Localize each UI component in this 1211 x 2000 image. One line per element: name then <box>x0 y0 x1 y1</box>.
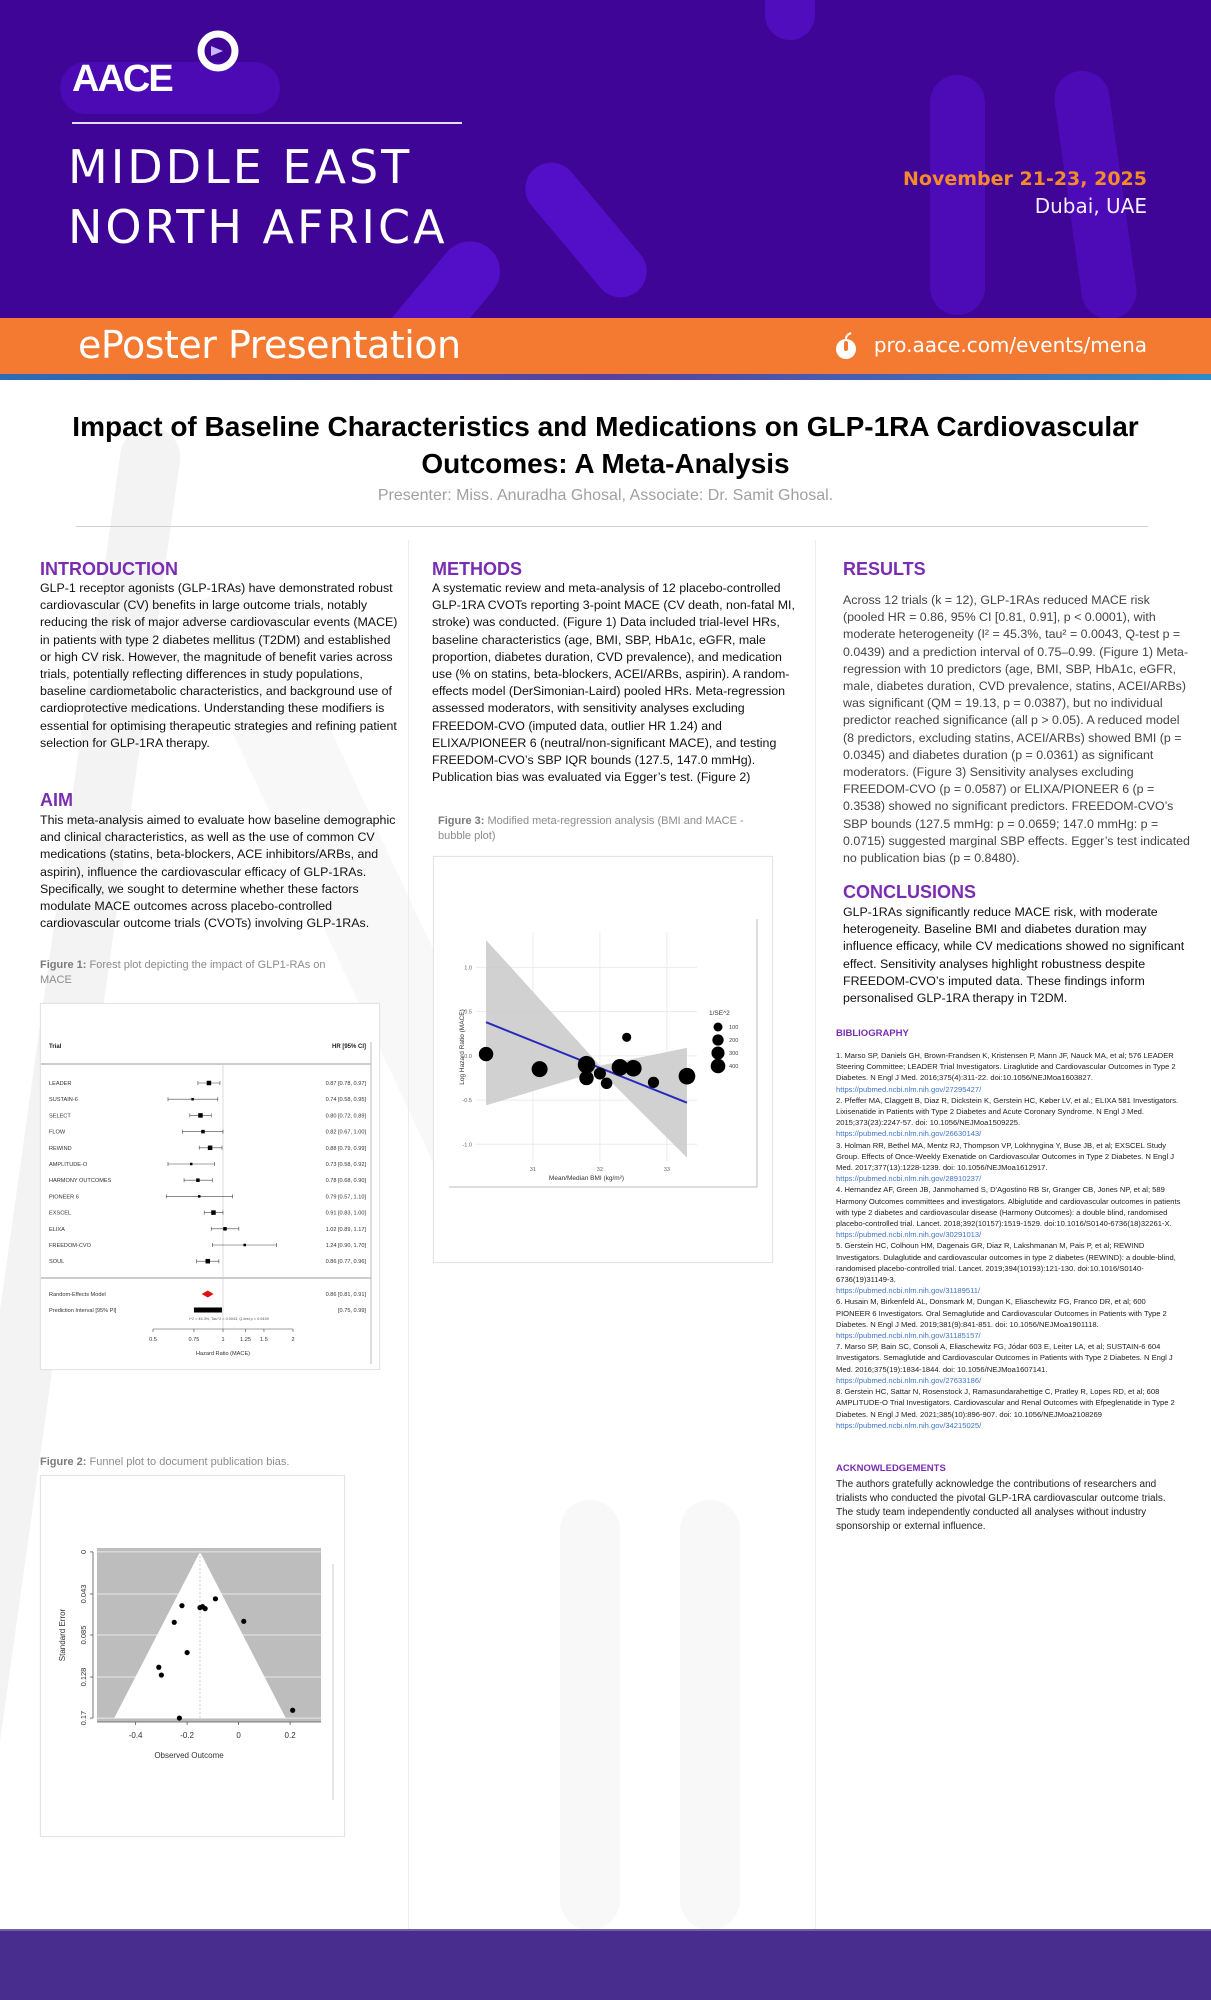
bibliography-entry: 1. Marso SP, Daniels GH, Brown-Frandsen K, Kristensen P, Mann JF, Nauck MA, et al; 576 LEADER Steering Committee; LEADER Trial Investigators. Liraglutide and Cardiovascular Outcomes in Type 2 Diabetes. N Engl J Med. 2016;375(4):311-22. doi:10.1056/NEJMoa1603827. <box>836 1051 1176 1083</box>
aace-logo-text: AACE <box>72 58 172 100</box>
bubble-y-tick-label: 0.5 <box>464 1009 472 1016</box>
aim-heading: AIM <box>40 790 73 810</box>
methods-text: A systematic review and meta-analysis of 12 placebo-controlled GLP-1RA CVOTs reporting 3-point MACE (CV death, non-fatal MI, stroke) was conducted. (Figure 1) Data included trial-level HRs, baseline characteristics (age, BMI, SBP, HbA1c, eGFR, male proportion, diabetes duration, CVD prevalence), and medication use (% on statins, beta-blockers, ACEI/ARBs, aspirin). A random-effects model (DerSimonian-Laird) pooled HRs. Meta-regression assessed moderators, with sensitivity analyses excluding FREEDOM-CVO (imputed data, outlier HR 1.24) and ELIXA/PIONEER 6 (neutral/non-significant MACE), and testing FREEDOM-CVO’s SBP IQR bounds (127.5, 147.0 mmHg). Publication bias was evaluated via Egger’s test. (Figure 2) <box>432 581 795 785</box>
region-line-1: MIDDLE EAST <box>68 140 413 194</box>
watermark-shape <box>680 1500 740 1930</box>
aace-logo-mark-icon <box>197 30 239 72</box>
funnel-point <box>241 1619 246 1624</box>
bubble-legend-key <box>711 1059 726 1074</box>
results-heading: RESULTS <box>843 559 926 579</box>
bubble-point <box>648 1077 659 1088</box>
funnel-point <box>159 1672 164 1677</box>
bubble-x-tick-label: 33 <box>663 1167 670 1173</box>
decorative-shape <box>515 152 658 308</box>
funnel-point <box>185 1650 190 1655</box>
forest-point <box>196 1178 200 1182</box>
forest-pi-name: Prediction Interval [95% PI] <box>49 1308 117 1314</box>
forest-x-tick-label: 0.5 <box>149 1337 157 1343</box>
bubble-x-label: Mean/Median BMI (kg/m²) <box>548 1175 625 1182</box>
bubble-point <box>601 1078 613 1090</box>
funnel-y-tick-label: 0.17 <box>79 1710 88 1726</box>
forest-point <box>211 1210 216 1215</box>
bubble-point <box>622 1033 631 1042</box>
bibliography-entry: 8. Gerstein HC, Sattar N, Rosenstock J, Ramasundarahettige C, Pratley R, Lopes RD, et al; 608 AMPLITUDE-O Trial Investigators. Cardiovascular and Renal Outcomes with Efpeglenatide in Type 2 Diabetes. N Engl J Med. 2021;385(10):896-907. doi: 10.1056/NEJMoa2108269 <box>836 1387 1175 1419</box>
aace-logo <box>72 30 252 102</box>
bibliography-link[interactable]: https://pubmed.ncbi.nlm.nih.gov/27295427/ <box>836 1084 982 1094</box>
bubble-legend-label: 100 <box>729 1025 739 1031</box>
bibliography-link[interactable]: https://pubmed.ncbi.nlm.nih.gov/31189511/ <box>836 1286 981 1296</box>
bubble-x-tick-label: 32 <box>596 1167 604 1173</box>
bubble-legend-label: 400 <box>729 1064 739 1070</box>
title-divider <box>76 526 1148 527</box>
forest-trial-label: SUSTAIN-6 <box>49 1097 78 1104</box>
forest-point <box>243 1244 246 1247</box>
funnel-y-tick-label: 0.043 <box>79 1584 88 1604</box>
forest-col-trial: Trial <box>49 1044 62 1050</box>
forest-hr-label: 0.79 [0.57, 1.10] <box>325 1194 366 1201</box>
methods-heading: METHODS <box>432 559 522 579</box>
funnel-point <box>177 1715 182 1720</box>
forest-point <box>191 1098 194 1101</box>
figure-1-forest-plot <box>40 1003 380 1370</box>
bibliography-entry: 3. Holman RR, Bethel MA, Mentz RJ, Thompson VP, Lokhnygina Y, Buse JB, et al; EXSCEL Study Group. Effects of Once-Weekly Exenatide on Cardiovascular Outcomes in Type 2 Diabetes. N Engl J Med. 2017;377(13):1228-1239. doi: 10.1056/NEJMoa1612917. <box>836 1140 1175 1173</box>
forest-point <box>190 1163 193 1166</box>
funnel-x-tick-label: 0.2 <box>284 1731 296 1740</box>
forest-trial-label: SOUL <box>49 1259 65 1266</box>
figure-3-caption-text: Modified meta-regression analysis (BMI and MACE - bubble plot) <box>438 815 744 842</box>
figure-2-caption-text: Funnel plot to document publication bias. <box>86 1456 290 1468</box>
forest-hr-label: 0.86 [0.77, 0.96] <box>325 1259 366 1266</box>
event-city: Dubai, UAE <box>1034 194 1147 218</box>
bubble-legend-label: 300 <box>729 1051 739 1057</box>
bibliography-heading: BIBLIOGRAPHY <box>836 1028 909 1039</box>
forest-hr-label: 1.24 [0.90, 1.70] <box>325 1243 366 1249</box>
results-text: Across 12 trials (k = 12), GLP-1RAs reduced MACE risk (pooled HR = 0.86, 95% CI [0.81, 0.91], p < 0.0001), with moderate heterogeneity (I² = 45.3%, tau² = 0.0043, Q-test p = 0.0439) and a prediction interval of 0.75–0.99. (Figure 1) Meta-regression with 10 predictors (age, BMI, SBP, HbA1c, eGFR, male, diabetes duration, CVD prevalence, statins, ACEI/ARBs) was significant (QM = 19.13, p = 0.0387), but no individual predictor reached significance (all p > 0.05). A reduced model (8 predictors, excluding statins, ACEI/ARBs) showed BMI (p = 0.0345) and diabetes duration (p = 0.0361) as significant moderators. (Figure 3) Sensitivity analyses excluding FREEDOM-CVO (p = 0.0587) or ELIXA/PIONEER 6 (p = 0.3538) showed no significant predictors. FREEDOM-CVO’s SBP bounds (127.5 mmHg: p = 0.0659; 147.0 mmHg: p = 0.0715) suggested marginal SBP effects. Egger’s test indicated no publication bias (p = 0.8480). <box>843 593 1190 866</box>
bubble-point <box>679 1068 696 1085</box>
forest-trial-label: LEADER <box>49 1081 72 1087</box>
forest-hr-label: 0.91 [0.83, 1.00] <box>325 1210 366 1217</box>
banner-title: ePoster Presentation <box>78 323 461 367</box>
funnel-x-tick-label: 0 <box>236 1731 241 1740</box>
forest-col-hr: HR [95% CI] <box>331 1044 366 1050</box>
bubble-x-tick-label: 31 <box>529 1167 537 1173</box>
forest-point <box>206 1259 211 1264</box>
conclusions-heading: CONCLUSIONS <box>843 882 977 902</box>
bubble-point <box>532 1061 548 1077</box>
introduction-heading: INTRODUCTION <box>40 559 178 579</box>
forest-trial-label: ELIXA <box>49 1226 65 1233</box>
forest-hr-label: 0.87 [0.78, 0.97] <box>325 1081 366 1087</box>
figure-1-caption-text: Forest plot depicting the impact of GLP1-RAs on MACE <box>40 959 326 986</box>
bubble-y-tick-label: -1.0 <box>462 1142 472 1149</box>
bibliography-link[interactable]: https://pubmed.ncbi.nlm.nih.gov/30291013/ <box>836 1230 982 1240</box>
event-url-link[interactable]: pro.aace.com/events/mena <box>873 333 1147 357</box>
forest-pi-label: [0.75, 0.99] <box>338 1308 366 1314</box>
forest-trial-label: EXSCEL <box>49 1210 72 1217</box>
decorative-shape <box>1051 67 1140 318</box>
forest-trial-label: FREEDOM-CVO <box>49 1243 91 1249</box>
watermark-shape <box>560 1500 620 1930</box>
bibliography-link[interactable]: https://pubmed.ncbi.nlm.nih.gov/34215025/ <box>836 1420 982 1430</box>
forest-x-tick-label: 1.5 <box>260 1337 268 1343</box>
bubble-y-label: Log Hazard Ratio (MACE) <box>459 1009 466 1085</box>
bibliography-entry: 2. Pfeffer MA, Claggett B, Diaz R, Dickstein K, Gerstein HC, Køber LV, et al.; ELIXA 581 Investigators. Lixisenatide in Patients with Type 2 Diabetes and Acute Coronary Syndrome. N Engl J Med. 2015;373(23):2247-57. doi: 10.1056/NEJMoa1509225. <box>836 1095 1179 1128</box>
bibliography-link[interactable]: https://pubmed.ncbi.nlm.nih.gov/31185157/ <box>836 1331 981 1341</box>
forest-hr-label: 1.02 [0.89, 1.17] <box>325 1226 366 1233</box>
forest-x-tick-label: 1 <box>221 1337 225 1343</box>
forest-point <box>207 1081 212 1086</box>
figure-3-caption <box>438 814 768 844</box>
bibliography-list <box>836 1050 1181 1431</box>
column-divider <box>408 540 409 1930</box>
funnel-x-label: Observed Outcome <box>154 1751 224 1760</box>
bubble-point <box>594 1067 606 1079</box>
aim-text: This meta-analysis aimed to evaluate how baseline demographic and clinical characteristics, as well as the use of common CV medications (statins, beta-blockers, ACE inhibitors/ARBs, and aspirin), influence the cardiovascular efficacy of GLP-1RAs. Specifically, we sought to determine whether these factors modulate MACE outcomes across placebo-controlled cardiovascular outcome trials (CVOTs) involving GLP-1RAs. <box>40 813 396 931</box>
forest-trial-label: SELECT <box>49 1113 71 1120</box>
forest-summary-diamond <box>202 1291 214 1298</box>
bibliography-entry: 7. Marso SP, Bain SC, Consoli A, Eliaschewitz FG, Jódar 603 E, Leiter LA, et al; SUSTAIN-6 604 Investigators. Semaglutide and Cardiovascular Outcomes in Patients with Type 2 Diabetes. N Engl J Med. 2016;375(19):1834-1844. doi: 10.1056/NEJMoa1607141. <box>836 1342 1173 1374</box>
decorative-shape <box>765 0 815 40</box>
funnel-y-tick-label: 0.085 <box>79 1625 88 1645</box>
bibliography-link[interactable]: https://pubmed.ncbi.nlm.nih.gov/27633186/ <box>836 1375 982 1385</box>
figure-3-bubble-plot <box>433 856 773 1263</box>
forest-hr-label: 0.88 [0.79, 0.99] <box>325 1145 366 1152</box>
bubble-point <box>579 1071 593 1085</box>
forest-summary-name: Random-Effects Model <box>49 1292 106 1298</box>
banner-stripe <box>0 374 1211 380</box>
forest-trial-label: FLOW <box>49 1129 66 1136</box>
bubble-legend-title: 1/SE^2 <box>709 1010 730 1017</box>
bibliography-entry: 5. Gerstein HC, Colhoun HM, Dagenais GR, Diaz R, Lakshmanan M, Pais P, et al; REWIND Investigators. Dulaglutide and cardiovascular outcomes in type 2 diabetes (REWIND): a double-blind, randomised placebo-controlled trial. Lancet. 2019;394(10193):121-130. doi:10.1016/S0140-6736(19)31149-3. <box>836 1241 1176 1285</box>
forest-trial-label: AMPLITUDE-O <box>49 1162 88 1168</box>
forest-hr-label: 0.74 [0.58, 0.95] <box>325 1097 366 1104</box>
forest-hr-label: 0.78 [0.68, 0.90] <box>325 1178 366 1185</box>
bubble-y-tick-label: -0.5 <box>462 1098 472 1105</box>
event-date: November 21-23, 2025 <box>903 168 1147 190</box>
forest-x-label: Hazard Ratio (MACE) <box>195 1351 251 1357</box>
conclusions-text: GLP-1RAs significantly reduce MACE risk, with moderate heterogeneity. Baseline BMI and diabetes duration may influence efficacy, while CV medications showed no significant effect. Sensitivity analyses highlight robustness despite FREEDOM-CVO’s imputed data. These findings inform personalised GLP-1RA therapy in T2DM. <box>843 905 1185 1006</box>
column-divider <box>815 540 816 1930</box>
bubble-legend-key <box>711 1046 724 1059</box>
funnel-y-tick-label: 0 <box>79 1549 88 1554</box>
footer-band <box>0 1931 1211 2000</box>
event-header <box>0 0 1211 318</box>
funnel-point <box>203 1606 208 1611</box>
forest-hr-label: 0.73 [0.58, 0.92] <box>325 1162 366 1168</box>
forest-pi-bar <box>194 1308 222 1313</box>
eposter-banner <box>0 318 1211 374</box>
forest-x-tick-label: 2 <box>291 1337 295 1343</box>
introduction-text: GLP-1 receptor agonists (GLP-1RAs) have demonstrated robust cardiovascular (CV) benefits in large outcome trials, notably reducing the risk of major adverse cardiovascular events (MACE) in patients with type 2 diabetes mellitus (T2DM) and established or high CV risk. However, the magnitude of benefit varies across trials, potentially reflecting differences in study populations, baseline cardiometabolic characteristics, and background use of cardioprotective medications. Understanding these modifiers is essential for optimising therapeutic strategies and refining patient selection for GLP-1RA therapy. <box>40 581 398 750</box>
figure-2-caption <box>40 1455 360 1470</box>
forest-hr-label: 0.80 [0.72, 0.89] <box>325 1113 366 1120</box>
figure-2-label: Figure 2: <box>40 1456 87 1468</box>
bubble-legend-label: 200 <box>729 1038 739 1044</box>
figure-1-label: Figure 1: <box>40 959 87 971</box>
presenter-line: Presenter: Miss. Anuradha Ghosal, Associate: Dr. Samit Ghosal. <box>377 487 834 504</box>
mouse-pointer-icon <box>833 332 859 360</box>
funnel-point <box>179 1603 184 1608</box>
bubble-legend-key <box>713 1022 722 1031</box>
forest-trial-label: PIONEER 6 <box>49 1194 79 1201</box>
funnel-point <box>172 1620 177 1625</box>
forest-hr-label: 0.82 [0.67, 1.00] <box>325 1129 366 1136</box>
bibliography-link[interactable]: https://pubmed.ncbi.nlm.nih.gov/28910237/ <box>836 1174 982 1184</box>
funnel-y-label: Standard Error <box>58 1608 67 1662</box>
bibliography-link[interactable]: https://pubmed.ncbi.nlm.nih.gov/26630143/ <box>836 1129 982 1139</box>
forest-x-tick-label: 0.75 <box>188 1337 200 1343</box>
funnel-point <box>156 1665 161 1670</box>
forest-point <box>201 1130 205 1134</box>
bubble-plot-svg <box>434 857 772 1262</box>
decorative-shape <box>930 75 985 315</box>
forest-trial-label: REWIND <box>49 1145 72 1152</box>
bibliography-entry: 6. Husain M, Birkenfeld AL, Donsmark M, Dungan K, Eliaschewitz FG, Franco DR, et al; 600 PIONEER 6 Investigators. Oral Semaglutide and Cardiovascular Outcomes in Patients with Type 2 Diabetes. N Engl J Med. 2019;381(9):841-851. doi: 10.1056/NEJMoa1901118. <box>836 1297 1167 1329</box>
funnel-y-tick-label: 0.128 <box>79 1667 88 1687</box>
forest-point <box>198 1113 203 1118</box>
funnel-point <box>213 1596 218 1601</box>
header-divider <box>72 122 462 124</box>
forest-heterogeneity: I^2 = 45.3%, Tau^2 = 0.0043, Q-test p = 0.0439 <box>189 1317 269 1321</box>
figure-3-label: Figure 3: <box>438 815 485 827</box>
funnel-x-tick-label: -0.2 <box>180 1731 195 1740</box>
acknowledgements-heading: ACKNOWLEDGEMENTS <box>836 1463 946 1474</box>
bubble-y-tick-label: 1.0 <box>464 965 472 972</box>
acknowledgements-text: The authors gratefully acknowledge the contributions of researchers and trialists who conducted the pivotal GLP-1RA cardiovascular outcome trials. The study team independently conducted all analyses without industry sponsorship or external influence. <box>836 1479 1166 1532</box>
bubble-legend-key <box>712 1034 723 1045</box>
poster-title: Impact of Baseline Characteristics and Medications on GLP-1RA Cardiovascular Outcomes: A Meta-Analysis <box>72 411 1139 479</box>
funnel-point <box>290 1708 295 1713</box>
figure-2-funnel-plot <box>40 1475 345 1837</box>
region-line-2: NORTH AFRICA <box>68 200 448 254</box>
forest-point <box>208 1146 213 1151</box>
bubble-point <box>625 1060 642 1077</box>
funnel-plot-svg <box>41 1476 344 1836</box>
figure-1-caption <box>40 958 340 988</box>
bibliography-entry: 4. Hernandez AF, Green JB, Janmohamed S, D'Agostino RB Sr, Granger CB, Jones NP, et al; 589 Harmony Outcomes committees and investigators. Albiglutide and cardiovascular outcomes in patients with type 2 diabetes and cardiovascular disease (Harmony Outcomes): a double blind, randomised placebo-controlled trial. Lancet. 2018;392(10157):1519-1529. doi:10.1016/S0140-6736(18)32261-X. <box>836 1185 1181 1229</box>
forest-point <box>198 1195 201 1198</box>
forest-plot-svg <box>41 1004 379 1369</box>
forest-x-tick-label: 1.25 <box>240 1337 251 1343</box>
bubble-point <box>479 1047 493 1061</box>
bubble-y-tick-label: 0.0 <box>464 1053 472 1060</box>
forest-point <box>223 1227 227 1231</box>
forest-trial-label: HARMONY OUTCOMES <box>49 1178 112 1185</box>
forest-summary-label: 0.86 [0.81, 0.91] <box>325 1292 366 1298</box>
funnel-x-tick-label: -0.4 <box>128 1731 143 1740</box>
